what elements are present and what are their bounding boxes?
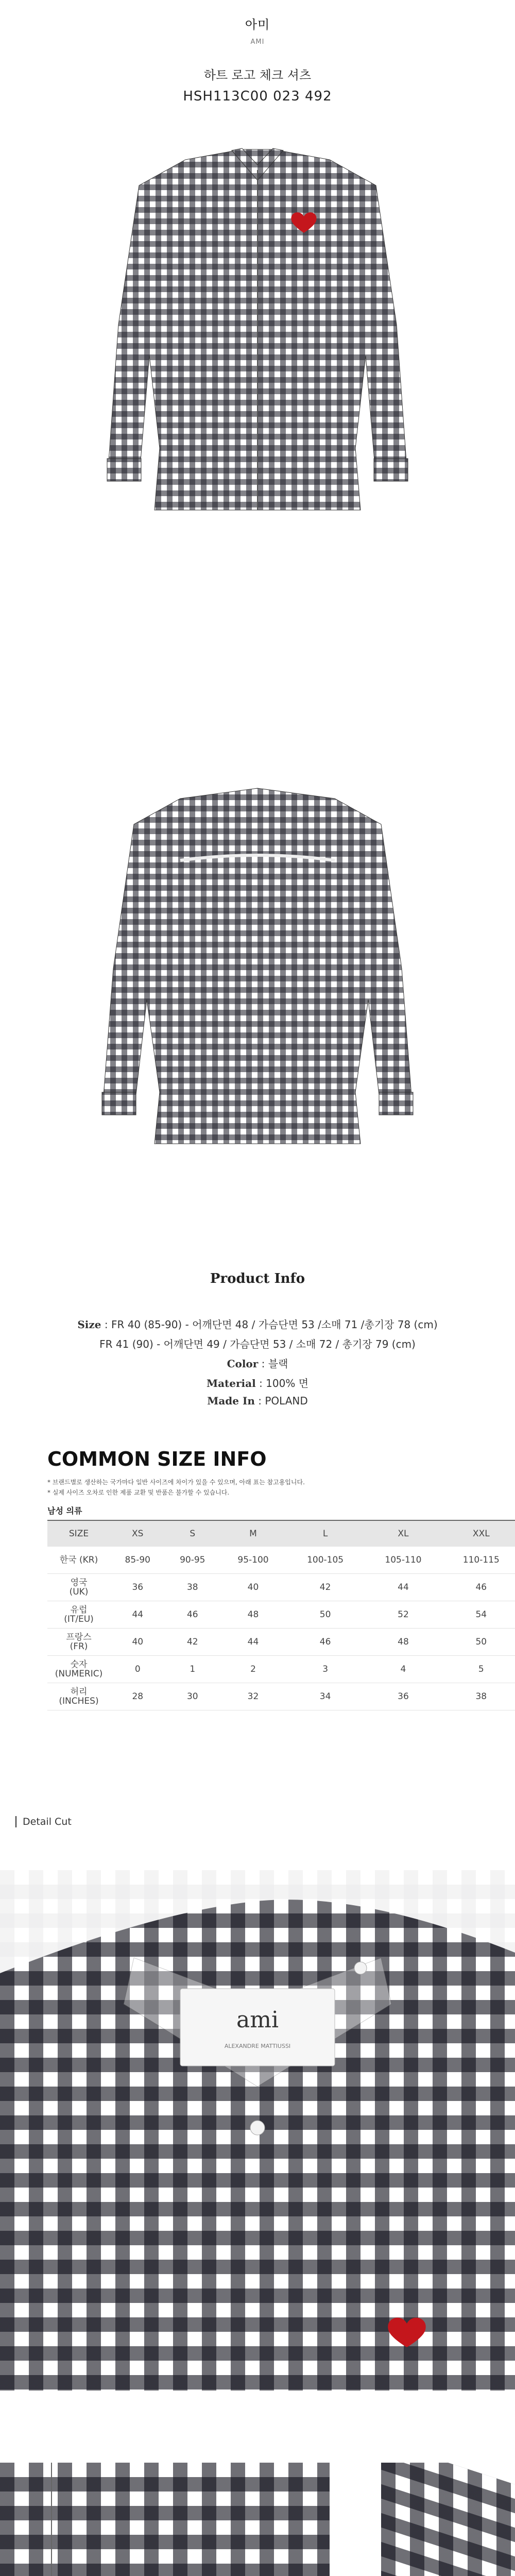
size-row-label: 숫자 (NUMERIC) bbox=[47, 1656, 110, 1683]
size-row-label: 허리 (INCHES) bbox=[47, 1683, 110, 1710]
size-header-cell: SIZE bbox=[47, 1520, 110, 1547]
size-table-header-row bbox=[47, 1520, 515, 1547]
heart-logo-icon bbox=[388, 2318, 425, 2347]
size-cell: 50 bbox=[286, 1601, 364, 1629]
size-table-row bbox=[47, 1574, 515, 1601]
size-cell: 36 bbox=[364, 1683, 442, 1710]
size-cell: 46 bbox=[442, 1574, 515, 1601]
size-cell: 28 bbox=[110, 1683, 165, 1710]
size-cell: 95-100 bbox=[220, 1547, 286, 1574]
size-table-row bbox=[47, 1629, 515, 1656]
size-header-cell: XL bbox=[364, 1520, 442, 1547]
size-note-2: * 실제 사이즈 오차로 인한 제품 교환 및 반품은 불가할 수 있습니다. bbox=[47, 1489, 230, 1496]
size-row-label: 프랑스 (FR) bbox=[47, 1629, 110, 1656]
size-header-cell: L bbox=[286, 1520, 364, 1547]
size-cell: 48 bbox=[364, 1629, 442, 1656]
made-in-value: : POLAND bbox=[258, 1395, 308, 1407]
size-cell: 42 bbox=[286, 1574, 364, 1601]
size-cell: 105-110 bbox=[364, 1547, 442, 1574]
size-table-subtitle: 남성 의류 bbox=[47, 1506, 82, 1516]
size-cell: 44 bbox=[110, 1601, 165, 1629]
product-code: HSH113C00 023 492 bbox=[183, 89, 332, 104]
brand-name-korean: 아미 bbox=[245, 18, 270, 32]
material-line bbox=[0, 1375, 515, 1390]
material-value: : 100% 면 bbox=[259, 1377, 309, 1389]
shirt-back-image bbox=[88, 783, 427, 1164]
size-cell: 85-90 bbox=[110, 1547, 165, 1574]
size-cell: 0 bbox=[110, 1656, 165, 1683]
size-cell: 42 bbox=[165, 1629, 220, 1656]
size-table-row bbox=[47, 1547, 515, 1574]
size-value-1: : FR 40 (85-90) - 어깨단면 48 / 가슴단면 53 /소매 71 /총기장 78 (cm) bbox=[104, 1318, 438, 1331]
size-cell: 36 bbox=[110, 1574, 165, 1601]
brand-name-english: AMI bbox=[250, 38, 265, 46]
size-cell: 46 bbox=[286, 1629, 364, 1656]
size-table-row bbox=[47, 1683, 515, 1710]
size-cell: 1 bbox=[165, 1656, 220, 1683]
size-cell: 44 bbox=[220, 1629, 286, 1656]
tag-brand-text: ami bbox=[236, 2007, 279, 2033]
size-cell: 100-105 bbox=[286, 1547, 364, 1574]
size-row-label: 영국 (UK) bbox=[47, 1574, 110, 1601]
color-label: Color bbox=[227, 1358, 259, 1370]
size-cell: 46 bbox=[165, 1601, 220, 1629]
detail-photo-placket bbox=[0, 2463, 515, 2576]
size-cell: 40 bbox=[220, 1574, 286, 1601]
collar-detail-illustration bbox=[0, 1870, 515, 2391]
color-line bbox=[0, 1355, 515, 1370]
size-cell: 44 bbox=[364, 1574, 442, 1601]
product-info-title: Product Info bbox=[210, 1271, 305, 1286]
size-value-2: FR 41 (90) - 어깨단면 49 / 가슴단면 53 / 소매 72 / 총기장 79 (cm) bbox=[99, 1338, 416, 1350]
size-cell: 110-115 bbox=[442, 1547, 515, 1574]
size-header-cell: S bbox=[165, 1520, 220, 1547]
size-cell: 34 bbox=[286, 1683, 364, 1710]
size-header-cell: XS bbox=[110, 1520, 165, 1547]
detail-photo-collar bbox=[0, 1870, 515, 2391]
size-cell: 3 bbox=[286, 1656, 364, 1683]
shirt-back-illustration bbox=[88, 783, 427, 1164]
size-header-cell: M bbox=[220, 1520, 286, 1547]
size-header-cell: XXL bbox=[442, 1520, 515, 1547]
size-cell: 4 bbox=[364, 1656, 442, 1683]
size-table-body bbox=[47, 1547, 515, 1710]
size-cell: 30 bbox=[165, 1683, 220, 1710]
size-row-label: 한국 (KR) bbox=[47, 1547, 110, 1574]
detail-cut-label: Detail Cut bbox=[15, 1816, 72, 1827]
size-cell: 52 bbox=[364, 1601, 442, 1629]
size-label: Size bbox=[77, 1318, 101, 1331]
size-cell: 40 bbox=[110, 1629, 165, 1656]
size-line-1 bbox=[0, 1316, 515, 1331]
placket-detail-illustration bbox=[0, 2463, 515, 2576]
size-row-label: 유럽 (IT/EU) bbox=[47, 1601, 110, 1629]
size-cell: 2 bbox=[220, 1656, 286, 1683]
made-in-label: Made In bbox=[207, 1395, 255, 1407]
tag-sub-text: ALEXANDRE MATTIUSSI bbox=[224, 2043, 291, 2049]
material-label: Material bbox=[206, 1377, 256, 1389]
product-name: 하트 로고 체크 셔츠 bbox=[203, 68, 312, 82]
size-cell: 54 bbox=[442, 1601, 515, 1629]
size-cell: 5 bbox=[442, 1656, 515, 1683]
size-info-title: COMMON SIZE INFO bbox=[47, 1448, 267, 1470]
color-value: : 블랙 bbox=[261, 1358, 288, 1370]
size-cell: 38 bbox=[442, 1683, 515, 1710]
size-table bbox=[47, 1520, 515, 1710]
size-cell: 90-95 bbox=[165, 1547, 220, 1574]
shirt-front-image bbox=[88, 139, 427, 531]
size-note-1: * 브랜드별로 생산하는 국가마다 일반 사이즈에 차이가 있을 수 있으며, 아래 표는 참고용입니다. bbox=[47, 1479, 305, 1486]
size-line-2 bbox=[0, 1336, 515, 1351]
shirt-front-illustration bbox=[88, 139, 427, 531]
size-cell: 32 bbox=[220, 1683, 286, 1710]
size-table-row bbox=[47, 1601, 515, 1629]
size-cell: 38 bbox=[165, 1574, 220, 1601]
made-in-line bbox=[0, 1395, 515, 1407]
size-table-row bbox=[47, 1656, 515, 1683]
size-cell: 50 bbox=[442, 1629, 515, 1656]
size-cell: 48 bbox=[220, 1601, 286, 1629]
